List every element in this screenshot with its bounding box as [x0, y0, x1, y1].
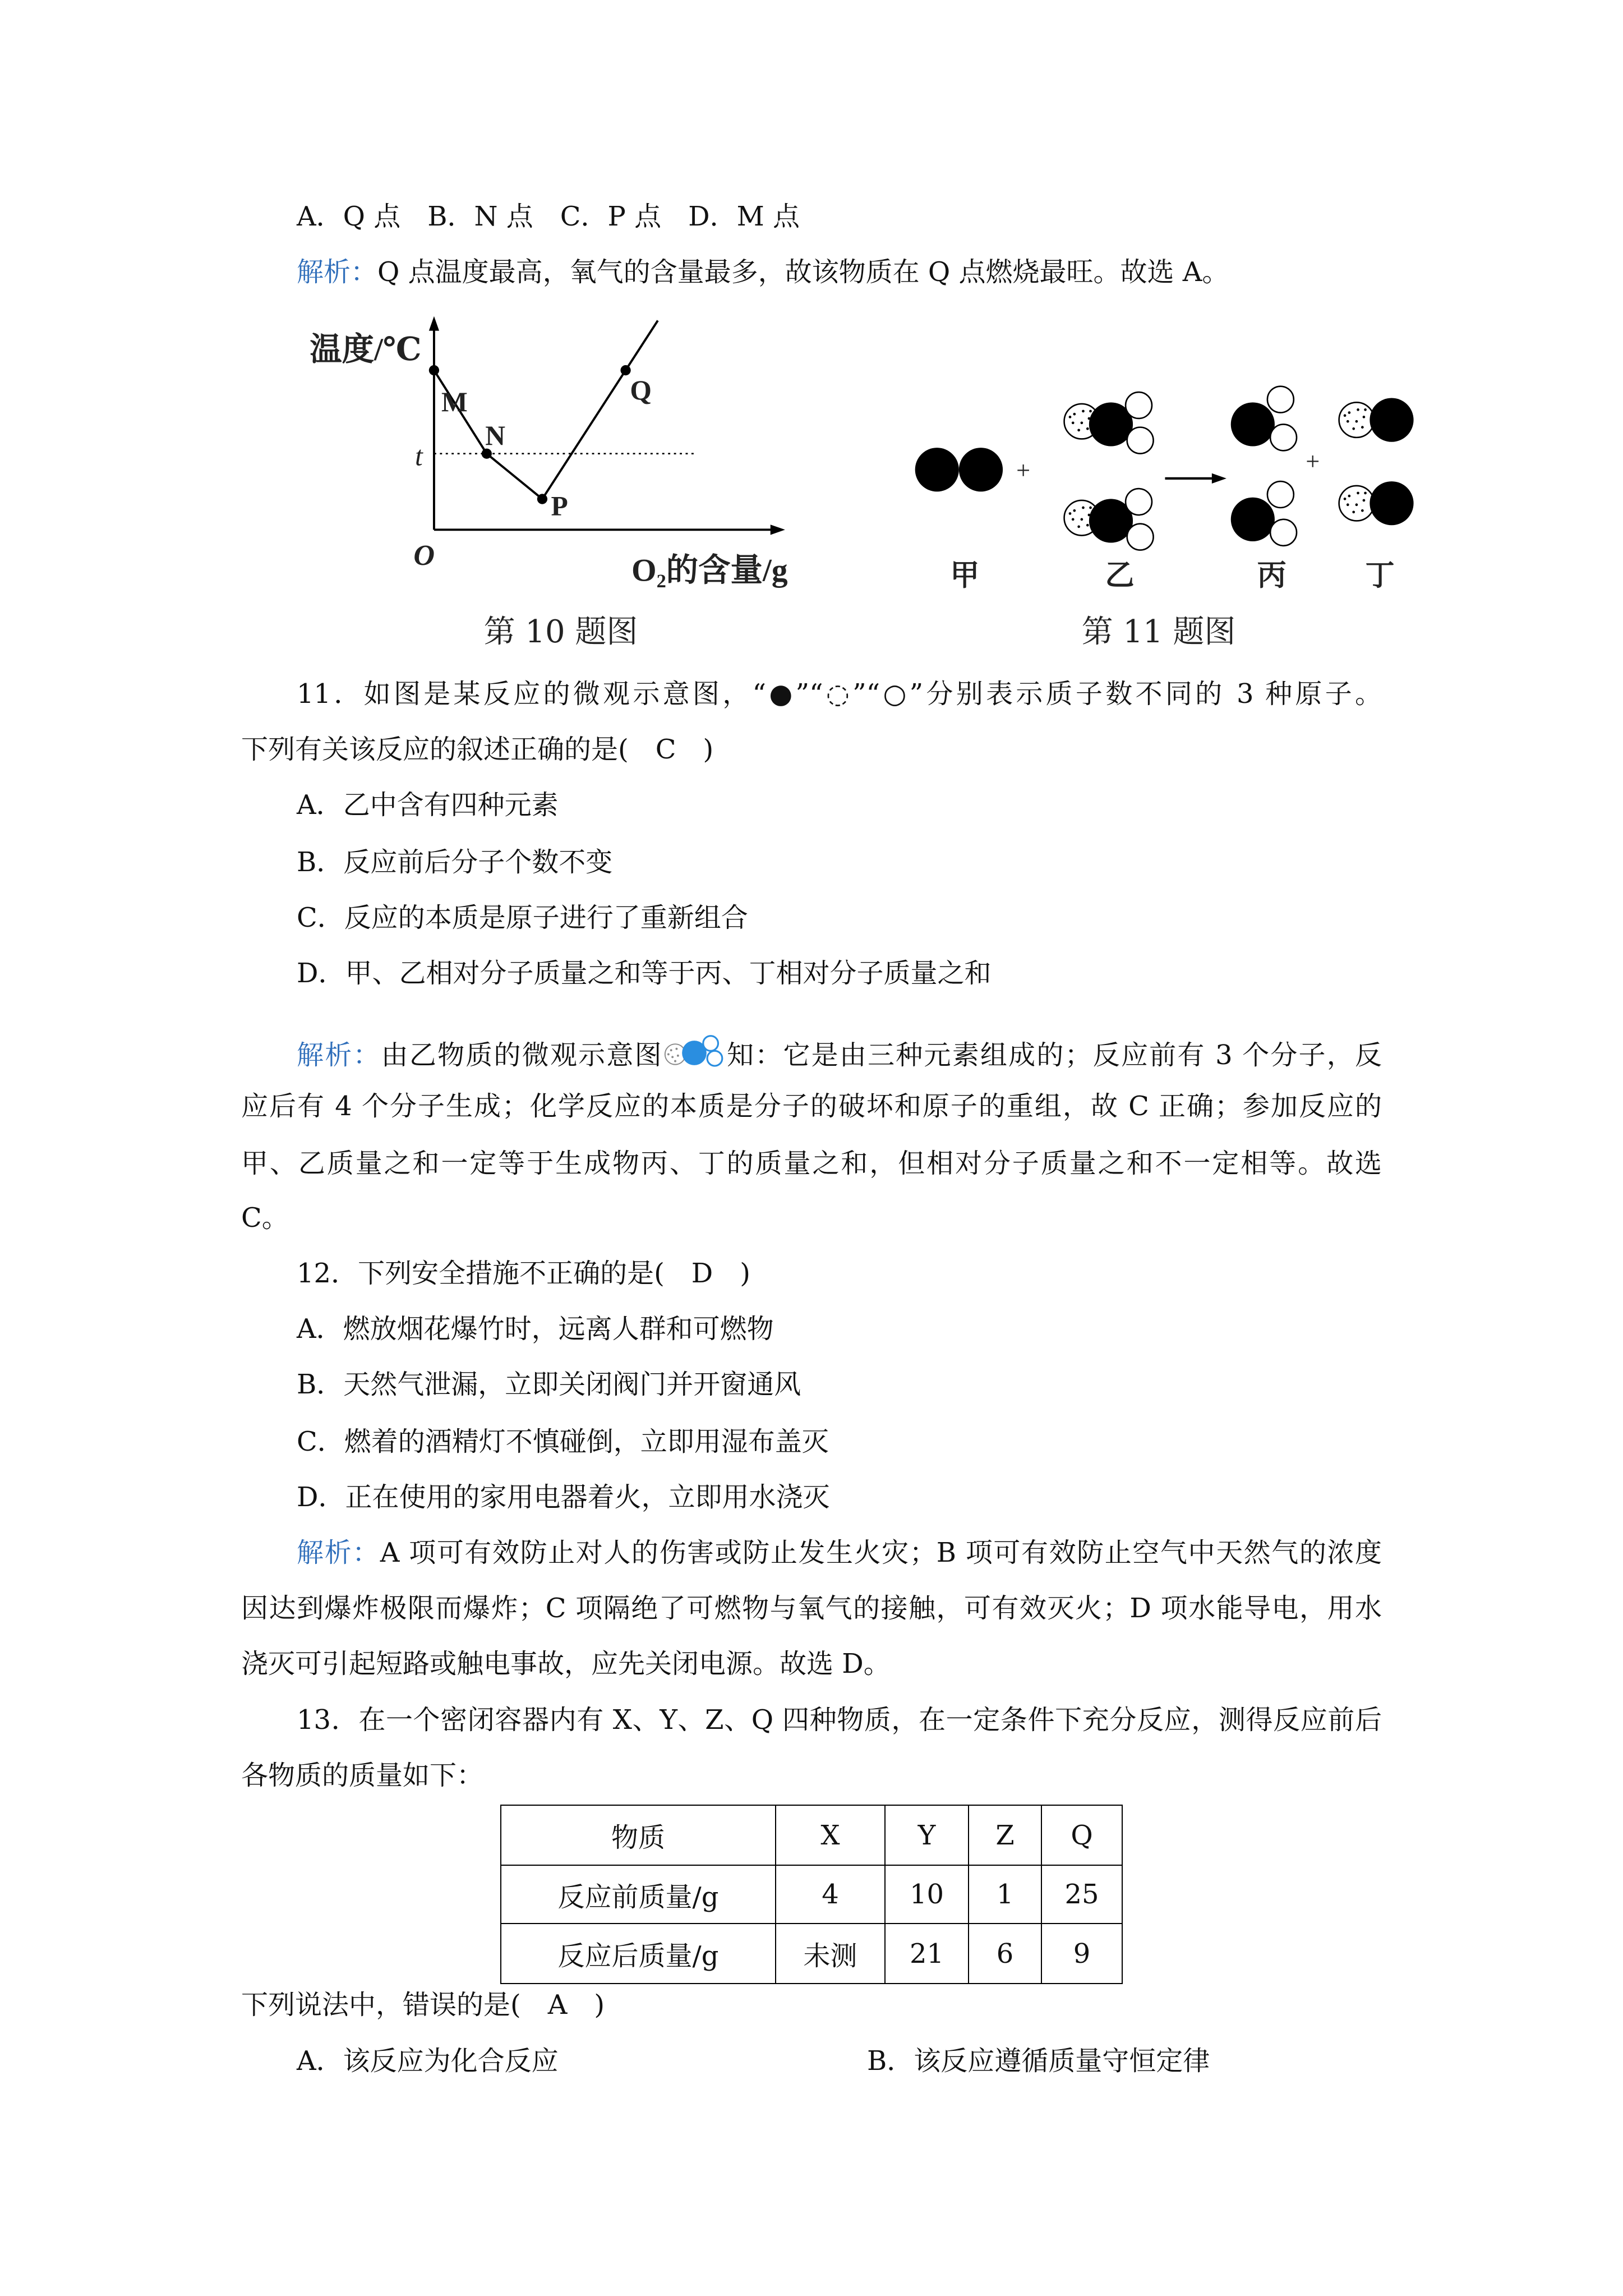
molecule-yi-top — [1064, 392, 1154, 453]
q11-option-a: A．乙中含有四种元素 — [297, 789, 559, 821]
q12-option-c: C．燃着的酒精灯不慎碰倒，立即用湿布盖灭 — [297, 1426, 829, 1457]
analysis-text: Q 点温度最高，氧气的含量最多，故该物质在 Q 点燃烧最旺。故选 A。 — [377, 256, 1229, 288]
analysis-label: 解析： — [297, 1039, 381, 1071]
white-atom — [1270, 519, 1297, 546]
atom-dot — [1344, 414, 1347, 417]
dotted-atom — [1339, 486, 1375, 521]
label-ding: 丁 — [1365, 560, 1395, 592]
table-row — [501, 1865, 1122, 1924]
molecule-bing-bottom — [1231, 481, 1297, 546]
analysis-text: 知：它是由三种元素组成的；反应前有 3 个分子，反 — [725, 1039, 1382, 1071]
q13-question: 下列说法中，错误的是( A ) — [241, 1989, 605, 2021]
y-axis-label: 温度/℃ — [310, 332, 422, 367]
atom-dot — [1348, 495, 1351, 498]
table-cell: 6 — [969, 1924, 1041, 1984]
curve-line — [434, 320, 658, 499]
t-label: t — [415, 440, 423, 472]
atom-dot — [1072, 518, 1075, 521]
black-atom — [1370, 481, 1413, 525]
analysis-label: 解析： — [297, 256, 378, 288]
q11-analysis-line-1 — [297, 1034, 1382, 1072]
atom-dot — [1077, 526, 1080, 528]
table-header-cell: Z — [969, 1805, 1041, 1865]
atom-dot — [1082, 410, 1085, 413]
figure-11-caption: 第 11 题图 — [1081, 614, 1236, 650]
atom-dot — [1081, 421, 1083, 424]
molecule-ding-top — [1339, 398, 1414, 441]
q10-options: A．Q 点 B．N 点 C．P 点 D．M 点 — [297, 201, 800, 232]
table-cell: 1 — [969, 1865, 1041, 1924]
q12-stem: 12．下列安全措施不正确的是( D ) — [297, 1258, 751, 1289]
table-cell: 反应后质量/g — [501, 1924, 776, 1984]
atom-dot — [1355, 503, 1358, 506]
table-cell: 9 — [1041, 1924, 1122, 1984]
q10-analysis — [297, 255, 1229, 289]
q12-analysis-line-2: 因达到爆炸极限而爆炸；C 项隔绝了可燃物与氧气的接触，可有效灭火；D 项水能导电，用水 — [241, 1593, 1382, 1624]
q11-stem-line-2: 下列有关该反应的叙述正确的是( C ) — [241, 734, 714, 765]
table-header-cell: Q — [1041, 1805, 1122, 1865]
x-axis-arrowhead — [771, 524, 785, 535]
dotted-atom-outline — [1339, 486, 1375, 521]
q13-option-b: B．该反应遵循质量守恒定律 — [867, 2045, 1210, 2077]
plus-sign: + — [1016, 456, 1031, 484]
q13-stem-line-1: 13．在一个密闭容器内有 X、Y、Z、Q 四种物质，在一定条件下充分反应，测得反应前后 — [297, 1704, 1382, 1736]
q11-analysis-line-2: 应后有 4 个分子生成；化学反应的本质是分子的破坏和原子的重组，故 C 正确；参加反应的 — [241, 1091, 1382, 1122]
point-n-label: N — [485, 420, 505, 452]
white-atom — [1267, 386, 1294, 413]
x-axis-label: O₂的含量/g — [631, 553, 788, 588]
q11-option-b: B．反应前后分子个数不变 — [297, 846, 613, 878]
table-cell: 反应前质量/g — [501, 1865, 776, 1924]
mass-table — [500, 1805, 1123, 1984]
atom-dot — [1072, 421, 1075, 424]
atom-dot — [1347, 420, 1349, 423]
white-atom — [1126, 489, 1152, 515]
label-bing: 丙 — [1257, 560, 1287, 592]
atom-dot — [1089, 410, 1092, 413]
black-atom — [959, 448, 1003, 491]
atom-dot — [1364, 492, 1367, 495]
point-q — [620, 365, 630, 375]
figure-11-diagram — [895, 378, 1424, 597]
molecule-yi-bottom — [1064, 489, 1154, 550]
molecule-ding-bottom — [1339, 481, 1414, 525]
white-atom — [1267, 481, 1294, 508]
molecule-jia — [915, 448, 1003, 491]
atom-dot — [1364, 408, 1367, 411]
dotted-atom — [1339, 402, 1375, 438]
atom-dot — [1355, 420, 1358, 423]
point-q-label: Q — [630, 375, 652, 406]
label-jia: 甲 — [950, 560, 980, 592]
label-yi: 乙 — [1105, 560, 1135, 592]
molecules — [915, 386, 1414, 550]
point-p-label: P — [551, 490, 568, 522]
atom-dot — [1363, 416, 1366, 418]
table-cell: 4 — [776, 1865, 885, 1924]
figure-10-graph — [299, 310, 814, 591]
black-atom — [1370, 398, 1413, 441]
molecule-yi-icon — [663, 1034, 726, 1072]
atom-dot — [1361, 509, 1364, 512]
atom-dot — [1073, 413, 1076, 416]
origin-label: O — [413, 539, 435, 572]
table-cell: 10 — [885, 1865, 969, 1924]
atom-dot — [1344, 498, 1347, 500]
q11-option-c: C．反应的本质是原子进行了重新组合 — [297, 902, 748, 933]
q11-analysis-line-3: 甲、乙质量之和一定等于生成物丙、丁的质量之和，但相对分子质量之和不一定相等。故选 — [241, 1148, 1382, 1179]
table-row — [501, 1924, 1122, 1984]
analysis-text: A 项可有效防止对人的伤害或防止发生火灾；B 项可有效防止空气中天然气的浓度 — [380, 1537, 1382, 1568]
black-atom — [1231, 498, 1275, 541]
point-p — [537, 494, 547, 504]
q13-stem-line-2: 各物质的质量如下： — [241, 1760, 484, 1791]
y-axis-arrowhead — [429, 316, 439, 331]
q11-analysis-line-4: C。 — [241, 1202, 289, 1234]
q12-analysis-line-3: 浇灭可引起短路或触电事故，应先关闭电源。故选 D。 — [241, 1648, 891, 1680]
atom-dot — [1363, 499, 1366, 502]
black-atom — [915, 448, 959, 491]
table-header-cell: Y — [885, 1805, 969, 1865]
q12-option-b: B．天然气泄漏，立即关闭阀门并开窗通风 — [297, 1369, 801, 1400]
table-header-cell: 物质 — [501, 1805, 776, 1865]
q12-analysis-line-1 — [297, 1536, 1382, 1570]
table-cell: 25 — [1041, 1865, 1122, 1924]
point-m-label: M — [441, 386, 468, 418]
atom-dot — [1352, 510, 1355, 513]
analysis-text: 由乙物质的微观示意图 — [381, 1039, 663, 1071]
white-atom — [1127, 427, 1154, 454]
analysis-label: 解析： — [297, 1537, 380, 1568]
atom-dot — [1082, 507, 1085, 509]
atom-dot — [1077, 429, 1080, 431]
atom-dot — [1348, 411, 1351, 414]
reaction-arrow-head — [1212, 473, 1227, 484]
atom-dot — [1347, 503, 1349, 506]
white-atom — [1127, 524, 1154, 550]
dotted-atom-outline — [1339, 402, 1375, 438]
table-cell: 21 — [885, 1924, 969, 1984]
atom-dot — [1073, 509, 1076, 512]
point-m — [429, 365, 439, 375]
atom-dot — [1357, 408, 1359, 411]
q11-option-d: D．甲、乙相对分子质量之和等于丙、丁相对分子质量之和 — [297, 958, 992, 989]
atom-dot — [1361, 426, 1364, 429]
atom-dot — [1081, 518, 1083, 521]
table-header-cell: X — [776, 1805, 885, 1865]
black-atom — [1231, 402, 1275, 446]
white-atom — [1126, 392, 1152, 418]
atom-dot — [1089, 507, 1092, 509]
atom-dot — [1069, 512, 1072, 515]
q13-option-a: A．该反应为化合反应 — [297, 2045, 559, 2077]
atom-dot — [1086, 427, 1089, 430]
molecule-bing-top — [1231, 386, 1297, 451]
q12-option-a: A．燃放烟花爆竹时，远离人群和可燃物 — [297, 1313, 774, 1345]
table-cell: 未测 — [776, 1924, 885, 1984]
atom-dot — [1086, 524, 1089, 527]
q12-option-d: D．正在使用的家用电器着火，立即用水浇灭 — [297, 1481, 830, 1513]
white-atom — [1270, 424, 1297, 450]
table-header-row — [501, 1805, 1122, 1865]
figure-10-caption: 第 10 题图 — [483, 614, 638, 650]
atom-dot — [1069, 416, 1072, 418]
atom-dot — [1357, 492, 1359, 495]
plus-sign: + — [1306, 448, 1320, 476]
q11-stem-line-1: 11．如图是某反应的微观示意图，“●”“◌”“○”分别表示质子数不同的 3 种原子。 — [297, 678, 1382, 710]
atom-dot — [1352, 427, 1355, 430]
